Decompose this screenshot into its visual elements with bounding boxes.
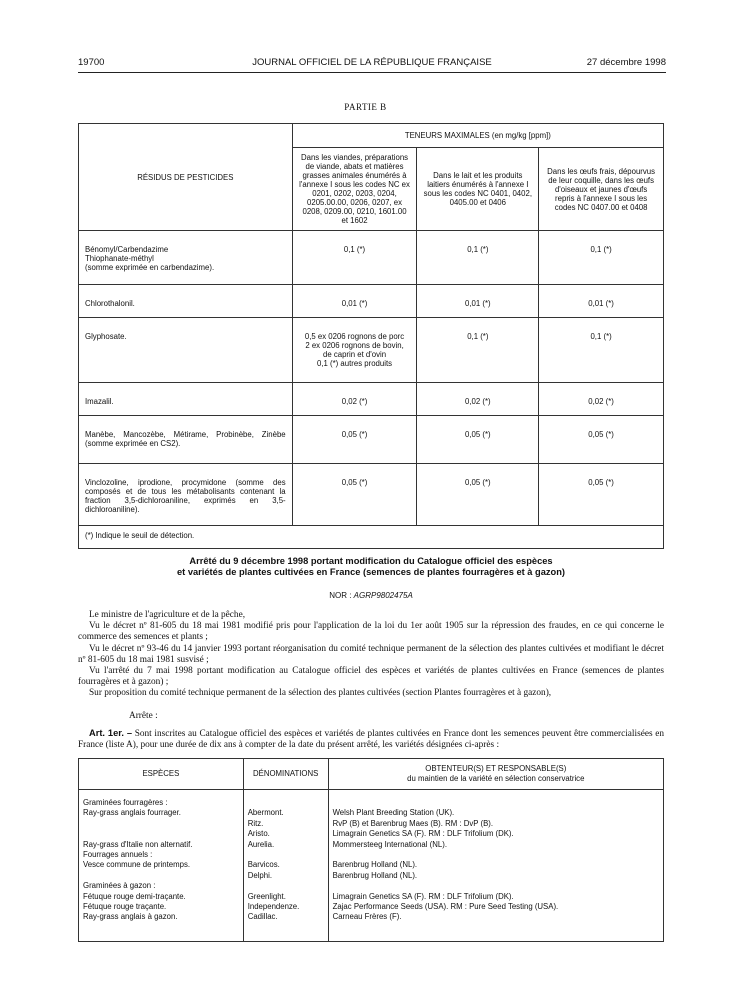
denomination-line	[248, 798, 324, 808]
article-1-text: Sont inscrites au Catalogue officiel des espèces et variétés de plantes cultivées en France dont les semences peuvent être commercialisées en France (liste A), pour une durée de dix ans à compter de la date du présent arrêté, les variétés désignées ci-après :	[78, 728, 664, 751]
espece-line	[83, 819, 239, 829]
header-obtenteur	[328, 759, 663, 790]
residue-row	[79, 318, 664, 383]
espece-line: Ray-grass anglais à gazon.	[83, 912, 178, 922]
espece-line: Graminées fourragères :	[83, 798, 168, 807]
table-footnote: (*) Indique le seuil de détection.	[79, 526, 664, 549]
value-lait: 0,1 (*)	[417, 231, 539, 285]
article-1	[78, 728, 664, 751]
body-paragraph: Sur proposition du comité technique permanent de la sélection des plantes cultivées (section Plantes fourragères et à gazon),	[89, 688, 552, 699]
espece-line: Ray-grass d'Italie non alternatif.	[83, 839, 193, 849]
denomination-line: Independenze.	[247, 902, 300, 912]
body-paragraph: Vu le décret nº 81-605 du 18 mai 1981 modifié pris pour l'application de la loi du 1er août 1905 sur la répression des fraudes, en ce qui concerne le commerce des semences et plants ;	[78, 621, 664, 643]
denomination-line: Greenlight.	[247, 891, 286, 901]
denomination-line: Barvicos.	[247, 860, 280, 870]
obtenteur-line: Mommersteeg International (NL).	[332, 839, 447, 849]
espece-line: Fétuque rouge demi-traçante.	[83, 891, 186, 901]
arrete-title-line: et variétés de plantes cultivées en France (semences de plantes fourragères et à gazon)	[176, 567, 566, 577]
nor-code: AGRP9802475A	[353, 591, 413, 600]
denomination-line: Aurelia.	[247, 839, 275, 849]
residue-name	[79, 464, 293, 526]
value-lait: 0,01 (*)	[417, 285, 539, 318]
residue-line: Imazalil.	[85, 397, 114, 406]
value-viandes	[292, 416, 417, 464]
body-paragraph: Le ministre de l'agriculture et de la pêche,	[89, 610, 246, 620]
value-oeufs: 0,1 (*)	[539, 231, 664, 285]
espece-line	[83, 871, 239, 881]
residue-row	[79, 383, 664, 416]
residue-row	[79, 285, 664, 318]
page-number: 19700	[78, 57, 105, 68]
value-line: 0,05 (*)	[341, 478, 368, 487]
value-lait: 0,05 (*)	[417, 416, 539, 464]
value-viandes	[292, 285, 417, 318]
value-oeufs: 0,01 (*)	[539, 285, 664, 318]
especes-column	[79, 790, 244, 942]
value-viandes	[292, 383, 417, 416]
denomination-line: Delphi.	[247, 870, 272, 880]
journal-title: JOURNAL OFFICIEL DE LA RÉPUBLIQUE FRANÇAISE	[252, 57, 492, 68]
header-especes: ESPÈCES	[79, 759, 244, 790]
obtenteur-line	[333, 798, 659, 808]
body-paragraph: Vu le décret nº 93-46 du 14 janvier 1993 portant réorganisation du comité technique permanent de la sélection des plantes cultivées et modifiant le décret nº 81-605 du 18 mai 1981 susvisé ;	[78, 643, 664, 665]
denomination-line: Cadillac.	[247, 912, 278, 922]
residue-row	[79, 231, 664, 285]
obtenteur-line: Zajac Performance Seeds (USA). RM : Pure Seed Testing (USA).	[332, 902, 559, 912]
obtenteur-line: Barenbrug Holland (NL).	[332, 870, 418, 880]
issue-date: 27 décembre 1998	[586, 57, 666, 68]
obtenteur-line: Barenbrug Holland (NL).	[332, 860, 418, 870]
residue-row	[79, 416, 664, 464]
denomination-line: Ritz.	[247, 818, 264, 828]
espece-line: Graminées à gazon :	[83, 881, 156, 891]
espece-line: Fétuque rouge traçante.	[83, 902, 167, 912]
value-line: de caprin et d'ovin	[323, 350, 387, 359]
header-rule	[78, 72, 666, 73]
header-oeufs: Dans les œufs frais, dépourvus de leur coquille, dans les œufs d'oiseaux et jaunes d'œufs repris à l'annexe I sous les codes NC 0407.00 et 0408	[539, 148, 664, 231]
arrete-label: Arrête :	[129, 710, 158, 721]
header-teneurs: TENEURS MAXIMALES (en mg/kg [ppm])	[292, 124, 663, 148]
nor-label: NOR :	[329, 591, 352, 600]
denomination-line	[248, 850, 324, 860]
residue-name	[79, 285, 293, 318]
value-line: 0,1 (*)	[343, 245, 366, 254]
value-oeufs: 0,05 (*)	[539, 416, 664, 464]
residue-line: Manèbe, Mancozèbe, Métirame, Probinèbe, Zinèbe (somme exprimée en CS2).	[85, 430, 286, 448]
residue-line: Vinclozoline, iprodione, procymidone (somme des composés et de tous les métabolisants contenant la fraction 3,5-dichloroaniline, exprimés en 3,5-dichloroaniline).	[85, 478, 286, 514]
value-line: 0,01 (*)	[341, 299, 368, 308]
obtenteur-line: RvP (B) et Barenbrug Maes (B). RM : DvP (B).	[332, 818, 494, 828]
header-viandes: Dans les viandes, préparations de viande, abats et matières grasses animales énumérés à l'annexe I sous les codes NC ex 0201, 0202, 0203, 0204, 0205.00.00, 0206, 0207, ex 0208, 0209.00, 0210, 1601.00 et 1602	[292, 148, 417, 231]
obtenteur-line	[333, 850, 659, 860]
value-viandes	[292, 318, 417, 383]
residue-line: Thiophanate-méthyl	[85, 254, 154, 263]
arrete-title	[78, 556, 664, 578]
value-lait: 0,05 (*)	[417, 464, 539, 526]
value-viandes	[292, 231, 417, 285]
residue-row	[79, 464, 664, 526]
value-line: 0,1 (*) autres produits	[317, 359, 393, 368]
residue-line: Glyphosate.	[85, 332, 127, 341]
obtenteur-line: Welsh Plant Breeding Station (UK).	[332, 808, 455, 818]
obtenteur-line: Limagrain Genetics SA (F). RM : DLF Trifolium (DK).	[332, 891, 514, 901]
espece-line: Vesce commune de printemps.	[83, 860, 191, 870]
espece-line: Ray-grass anglais fourrager.	[83, 808, 181, 818]
residue-line: Bénomyl/Carbendazime	[85, 245, 169, 254]
value-oeufs: 0,1 (*)	[539, 318, 664, 383]
obtenteur-line: Carneau Frères (F).	[332, 912, 402, 922]
espece-line	[83, 829, 239, 839]
espece-line: Fourrages annuels :	[83, 850, 153, 859]
residue-line: (somme exprimée en carbendazime).	[85, 263, 215, 272]
value-oeufs: 0,02 (*)	[539, 383, 664, 416]
partie-title: PARTIE B	[344, 102, 387, 112]
varieties-table	[78, 758, 664, 942]
residue-name	[79, 318, 293, 383]
denomination-line: Aristo.	[247, 829, 270, 839]
value-oeufs: 0,05 (*)	[539, 464, 664, 526]
value-line: 0,02 (*)	[341, 397, 368, 406]
value-lait: 0,1 (*)	[417, 318, 539, 383]
value-lait: 0,02 (*)	[417, 383, 539, 416]
value-line: 0,5 ex 0206 rognons de porc	[304, 332, 405, 341]
header-residus: RÉSIDUS DE PESTICIDES	[79, 124, 293, 231]
nor-reference	[78, 591, 664, 600]
residue-line: Chlorothalonil.	[85, 299, 135, 308]
residue-name	[79, 383, 293, 416]
header-obtenteur-line2: du maintien de la variété en sélection conservatrice	[407, 774, 585, 783]
denomination-line: Abermont.	[247, 808, 284, 818]
residue-name	[79, 231, 293, 285]
body-paragraph: Vu l'arrêté du 7 mai 1998 portant modification au Catalogue officiel des espèces et variétés de plantes cultivées en France (semences de plantes fourragères et à gazon) ;	[78, 666, 664, 688]
value-line: 2 ex 0206 rognons de bovin,	[305, 341, 404, 350]
residue-name	[79, 416, 293, 464]
header-obtenteur-line1: OBTENTEUR(S) ET RESPONSABLE(S)	[425, 763, 567, 773]
article-1-label: Art. 1er. –	[89, 727, 133, 738]
obtenteur-line	[333, 881, 659, 891]
header-denominations: DÉNOMINATIONS	[243, 759, 328, 790]
value-viandes	[292, 464, 417, 526]
arrete-body	[78, 610, 664, 751]
pesticide-residues-table	[78, 123, 664, 549]
value-line: 0,05 (*)	[341, 430, 368, 439]
arrete-title-line: Arrêté du 9 décembre 1998 portant modification du Catalogue officiel des espèces	[189, 556, 553, 566]
obtenteur-line: Limagrain Genetics SA (F). RM : DLF Trifolium (DK).	[332, 829, 514, 839]
denomination-line	[248, 881, 324, 891]
denominations-column	[243, 790, 328, 942]
obtenteurs-column	[328, 790, 663, 942]
page-header	[78, 57, 666, 71]
header-lait: Dans le lait et les produits laitiers énumérés à l'annexe I sous les codes NC 0401, 0402, 0405.00 et 0406	[417, 148, 539, 231]
